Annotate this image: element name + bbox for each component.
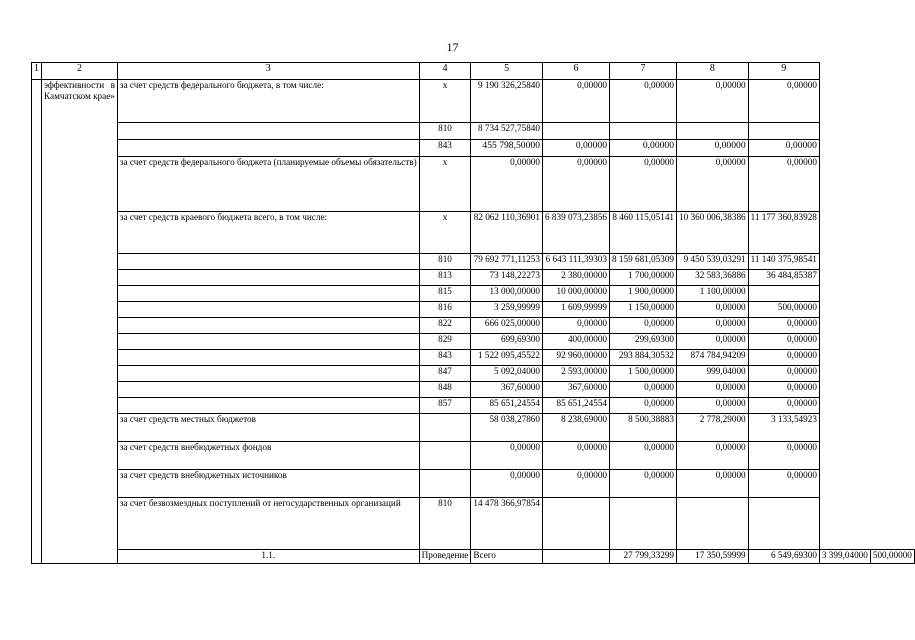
value-cell: 0,00000 <box>677 80 749 123</box>
table-row <box>32 498 915 550</box>
row-code: 810 <box>419 254 471 270</box>
value-cell: 13 000,00000 <box>471 286 543 302</box>
table-row <box>32 550 915 564</box>
section-name-cell <box>42 80 118 564</box>
value-cell: 0,00000 <box>677 334 749 350</box>
value-cell: 293 884,30532 <box>610 350 677 366</box>
value-cell: 3 133,54923 <box>748 414 819 442</box>
row-desc-empty <box>117 334 419 350</box>
value-cell: 79 692 771,11253 <box>471 254 543 270</box>
section-name-part2: в <box>110 80 115 90</box>
row-code: 843 <box>419 350 471 366</box>
row-desc-empty <box>117 398 419 414</box>
row-code: 816 <box>419 302 471 318</box>
index-cell-empty <box>32 80 42 564</box>
value-cell: 0,00000 <box>610 80 677 123</box>
row-desc-empty <box>117 382 419 398</box>
section-name-part1: эффективности <box>44 80 105 90</box>
value-cell: 85 651,24554 <box>542 398 609 414</box>
row-code: 848 <box>419 382 471 398</box>
header-col-3: 3 <box>117 63 419 80</box>
value-cell: 58 038,27860 <box>471 414 543 442</box>
table-row <box>32 398 915 414</box>
section-name-part3: Камчатском крае» <box>44 91 115 101</box>
value-cell: 2 593,00000 <box>542 366 609 382</box>
value-cell: 0,00000 <box>677 318 749 334</box>
value-cell-empty <box>610 498 677 550</box>
table-row <box>32 334 915 350</box>
table-row <box>32 414 915 442</box>
value-cell: 0,00000 <box>677 382 749 398</box>
row-desc-empty <box>117 123 419 140</box>
row-desc: за счет безвозмездных поступлений от негосударственных организаций <box>117 498 419 550</box>
value-cell: 8 238,69000 <box>542 414 609 442</box>
row-code: 813 <box>419 270 471 286</box>
row-name: Проведение <box>419 550 471 564</box>
table-row <box>32 123 915 140</box>
value-cell: 0,00000 <box>471 157 543 212</box>
value-cell: 0,00000 <box>610 157 677 212</box>
row-code-empty <box>542 550 609 564</box>
value-cell: 999,04000 <box>677 366 749 382</box>
table-row <box>32 366 915 382</box>
value-cell: 0,00000 <box>748 442 819 470</box>
value-cell: 73 148,22273 <box>471 270 543 286</box>
table-row <box>32 470 915 498</box>
value-cell: 0,00000 <box>610 382 677 398</box>
row-desc: за счет средств федерального бюджета, в том числе: <box>117 80 419 123</box>
value-cell: 0,00000 <box>610 470 677 498</box>
value-cell-empty <box>677 498 749 550</box>
value-cell: 0,00000 <box>542 140 609 157</box>
value-cell: 0,00000 <box>748 382 819 398</box>
value-cell: 666 025,00000 <box>471 318 543 334</box>
value-cell: 5 092,04000 <box>471 366 543 382</box>
value-cell: 1 900,00000 <box>610 286 677 302</box>
value-cell: 3 399,04000 <box>819 550 870 564</box>
value-cell: 0,00000 <box>748 398 819 414</box>
row-code: x <box>419 157 471 212</box>
value-cell: 0,00000 <box>610 442 677 470</box>
header-col-1: 1 <box>32 63 42 80</box>
value-cell-empty <box>677 123 749 140</box>
row-code: 810 <box>419 123 471 140</box>
header-col-9: 9 <box>748 63 819 80</box>
row-code-empty <box>419 442 471 470</box>
row-code: 847 <box>419 366 471 382</box>
value-cell: 0,00000 <box>748 80 819 123</box>
value-cell: 6 643 111,39303 <box>542 254 609 270</box>
table-row <box>32 140 915 157</box>
header-col-2: 2 <box>42 63 118 80</box>
value-cell <box>748 286 819 302</box>
page-number: 17 <box>446 40 459 54</box>
value-cell: 32 583,36886 <box>677 270 749 286</box>
value-cell: 0,00000 <box>542 157 609 212</box>
table-row <box>32 212 915 254</box>
value-cell: 0,00000 <box>748 140 819 157</box>
table-row <box>32 318 915 334</box>
value-cell: 0,00000 <box>748 157 819 212</box>
table-row <box>32 350 915 366</box>
value-cell: 8 460 115,05141 <box>610 212 677 254</box>
value-cell: 0,00000 <box>677 442 749 470</box>
header-col-8: 8 <box>677 63 749 80</box>
value-cell: 1 150,00000 <box>610 302 677 318</box>
value-cell: 1 522 095,45522 <box>471 350 543 366</box>
row-desc-empty <box>117 286 419 302</box>
table-row <box>32 270 915 286</box>
value-cell: 0,00000 <box>542 442 609 470</box>
value-cell: 27 799,33299 <box>610 550 677 564</box>
value-cell: 10 360 006,38386 <box>677 212 749 254</box>
value-cell: 500,00000 <box>748 302 819 318</box>
row-desc-empty <box>117 318 419 334</box>
value-cell-empty <box>542 123 609 140</box>
row-desc: за счет средств внебюджетных фондов <box>117 442 419 470</box>
value-cell: 92 960,00000 <box>542 350 609 366</box>
value-cell: 1 609,99999 <box>542 302 609 318</box>
value-cell: 1 500,00000 <box>610 366 677 382</box>
row-desc-empty <box>117 270 419 286</box>
value-cell: 11 177 360,83928 <box>748 212 819 254</box>
row-desc-empty <box>117 302 419 318</box>
row-desc-empty <box>117 366 419 382</box>
value-cell: 367,60000 <box>471 382 543 398</box>
value-cell: 17 350,59999 <box>677 550 749 564</box>
value-cell: 9 190 326,25840 <box>471 80 543 123</box>
value-cell: 367,60000 <box>542 382 609 398</box>
row-code: 815 <box>419 286 471 302</box>
row-code: 843 <box>419 140 471 157</box>
value-cell: 11 140 375,98541 <box>748 254 819 270</box>
table-row <box>32 80 915 123</box>
value-cell: 2 380,00000 <box>542 270 609 286</box>
table-row <box>32 157 915 212</box>
header-col-4: 4 <box>419 63 471 80</box>
value-cell: 0,00000 <box>748 366 819 382</box>
value-cell: 0,00000 <box>677 157 749 212</box>
value-cell: 8 500,38883 <box>610 414 677 442</box>
value-cell: 0,00000 <box>677 398 749 414</box>
value-cell-empty <box>610 123 677 140</box>
budget-table <box>31 62 915 564</box>
value-cell: 0,00000 <box>677 302 749 318</box>
row-code-empty <box>419 414 471 442</box>
value-cell: 0,00000 <box>610 140 677 157</box>
value-cell: 6 839 073,23856 <box>542 212 609 254</box>
value-cell: 0,00000 <box>542 318 609 334</box>
value-cell: 0,00000 <box>677 140 749 157</box>
value-cell: 6 549,69300 <box>748 550 819 564</box>
table-row <box>32 286 915 302</box>
value-cell: 0,00000 <box>471 442 543 470</box>
row-code: 822 <box>419 318 471 334</box>
value-cell: 8 159 681,05309 <box>610 254 677 270</box>
value-cell: 36 484,85387 <box>748 270 819 286</box>
table-row <box>32 302 915 318</box>
header-col-6: 6 <box>542 63 609 80</box>
value-cell: 3 259,99999 <box>471 302 543 318</box>
row-desc-empty <box>117 350 419 366</box>
row-desc-empty <box>117 254 419 270</box>
row-code: 810 <box>419 498 471 550</box>
value-cell: 400,00000 <box>542 334 609 350</box>
value-cell: 455 798,50000 <box>471 140 543 157</box>
table-row <box>32 442 915 470</box>
value-cell: 0,00000 <box>542 470 609 498</box>
header-row <box>32 63 915 80</box>
row-code: x <box>419 212 471 254</box>
value-cell: 10 000,00000 <box>542 286 609 302</box>
table-row <box>32 254 915 270</box>
row-code: x <box>419 80 471 123</box>
value-cell-empty <box>748 498 819 550</box>
row-code: 857 <box>419 398 471 414</box>
row-desc-empty <box>117 140 419 157</box>
value-cell: 1 100,00000 <box>677 286 749 302</box>
value-cell: 874 784,94209 <box>677 350 749 366</box>
row-desc: за счет средств краевого бюджета всего, в том числе: <box>117 212 419 254</box>
value-cell: 82 062 110,36901 <box>471 212 543 254</box>
header-col-5: 5 <box>471 63 543 80</box>
header-col-7: 7 <box>610 63 677 80</box>
row-desc: за счет средств местных бюджетов <box>117 414 419 442</box>
value-cell: 0,00000 <box>542 80 609 123</box>
value-cell: 0,00000 <box>471 470 543 498</box>
value-cell: 0,00000 <box>748 350 819 366</box>
row-desc: за счет средств внебюджетных источников <box>117 470 419 498</box>
value-cell-empty <box>542 498 609 550</box>
value-cell-empty <box>748 123 819 140</box>
row-index: 1.1. <box>117 550 419 564</box>
value-cell: 2 778,29000 <box>677 414 749 442</box>
value-cell: 1 700,00000 <box>610 270 677 286</box>
value-cell: 9 450 539,03291 <box>677 254 749 270</box>
value-cell: 0,00000 <box>748 470 819 498</box>
value-cell: 699,69300 <box>471 334 543 350</box>
row-code: 829 <box>419 334 471 350</box>
value-cell: 8 734 527,75840 <box>471 123 543 140</box>
value-cell: 85 651,24554 <box>471 398 543 414</box>
value-cell: 0,00000 <box>748 318 819 334</box>
value-cell: 500,00000 <box>870 550 914 564</box>
value-cell: 0,00000 <box>748 334 819 350</box>
value-cell: 0,00000 <box>610 398 677 414</box>
value-cell: 0,00000 <box>677 470 749 498</box>
value-cell: 299,69300 <box>610 334 677 350</box>
row-desc: Всего <box>471 550 543 564</box>
row-desc: за счет средств федерального бюджета (планируемые объемы обязательств) <box>117 157 419 212</box>
value-cell: 0,00000 <box>610 318 677 334</box>
table-row <box>32 382 915 398</box>
value-cell: 14 478 366,97854 <box>471 498 543 550</box>
row-code-empty <box>419 470 471 498</box>
